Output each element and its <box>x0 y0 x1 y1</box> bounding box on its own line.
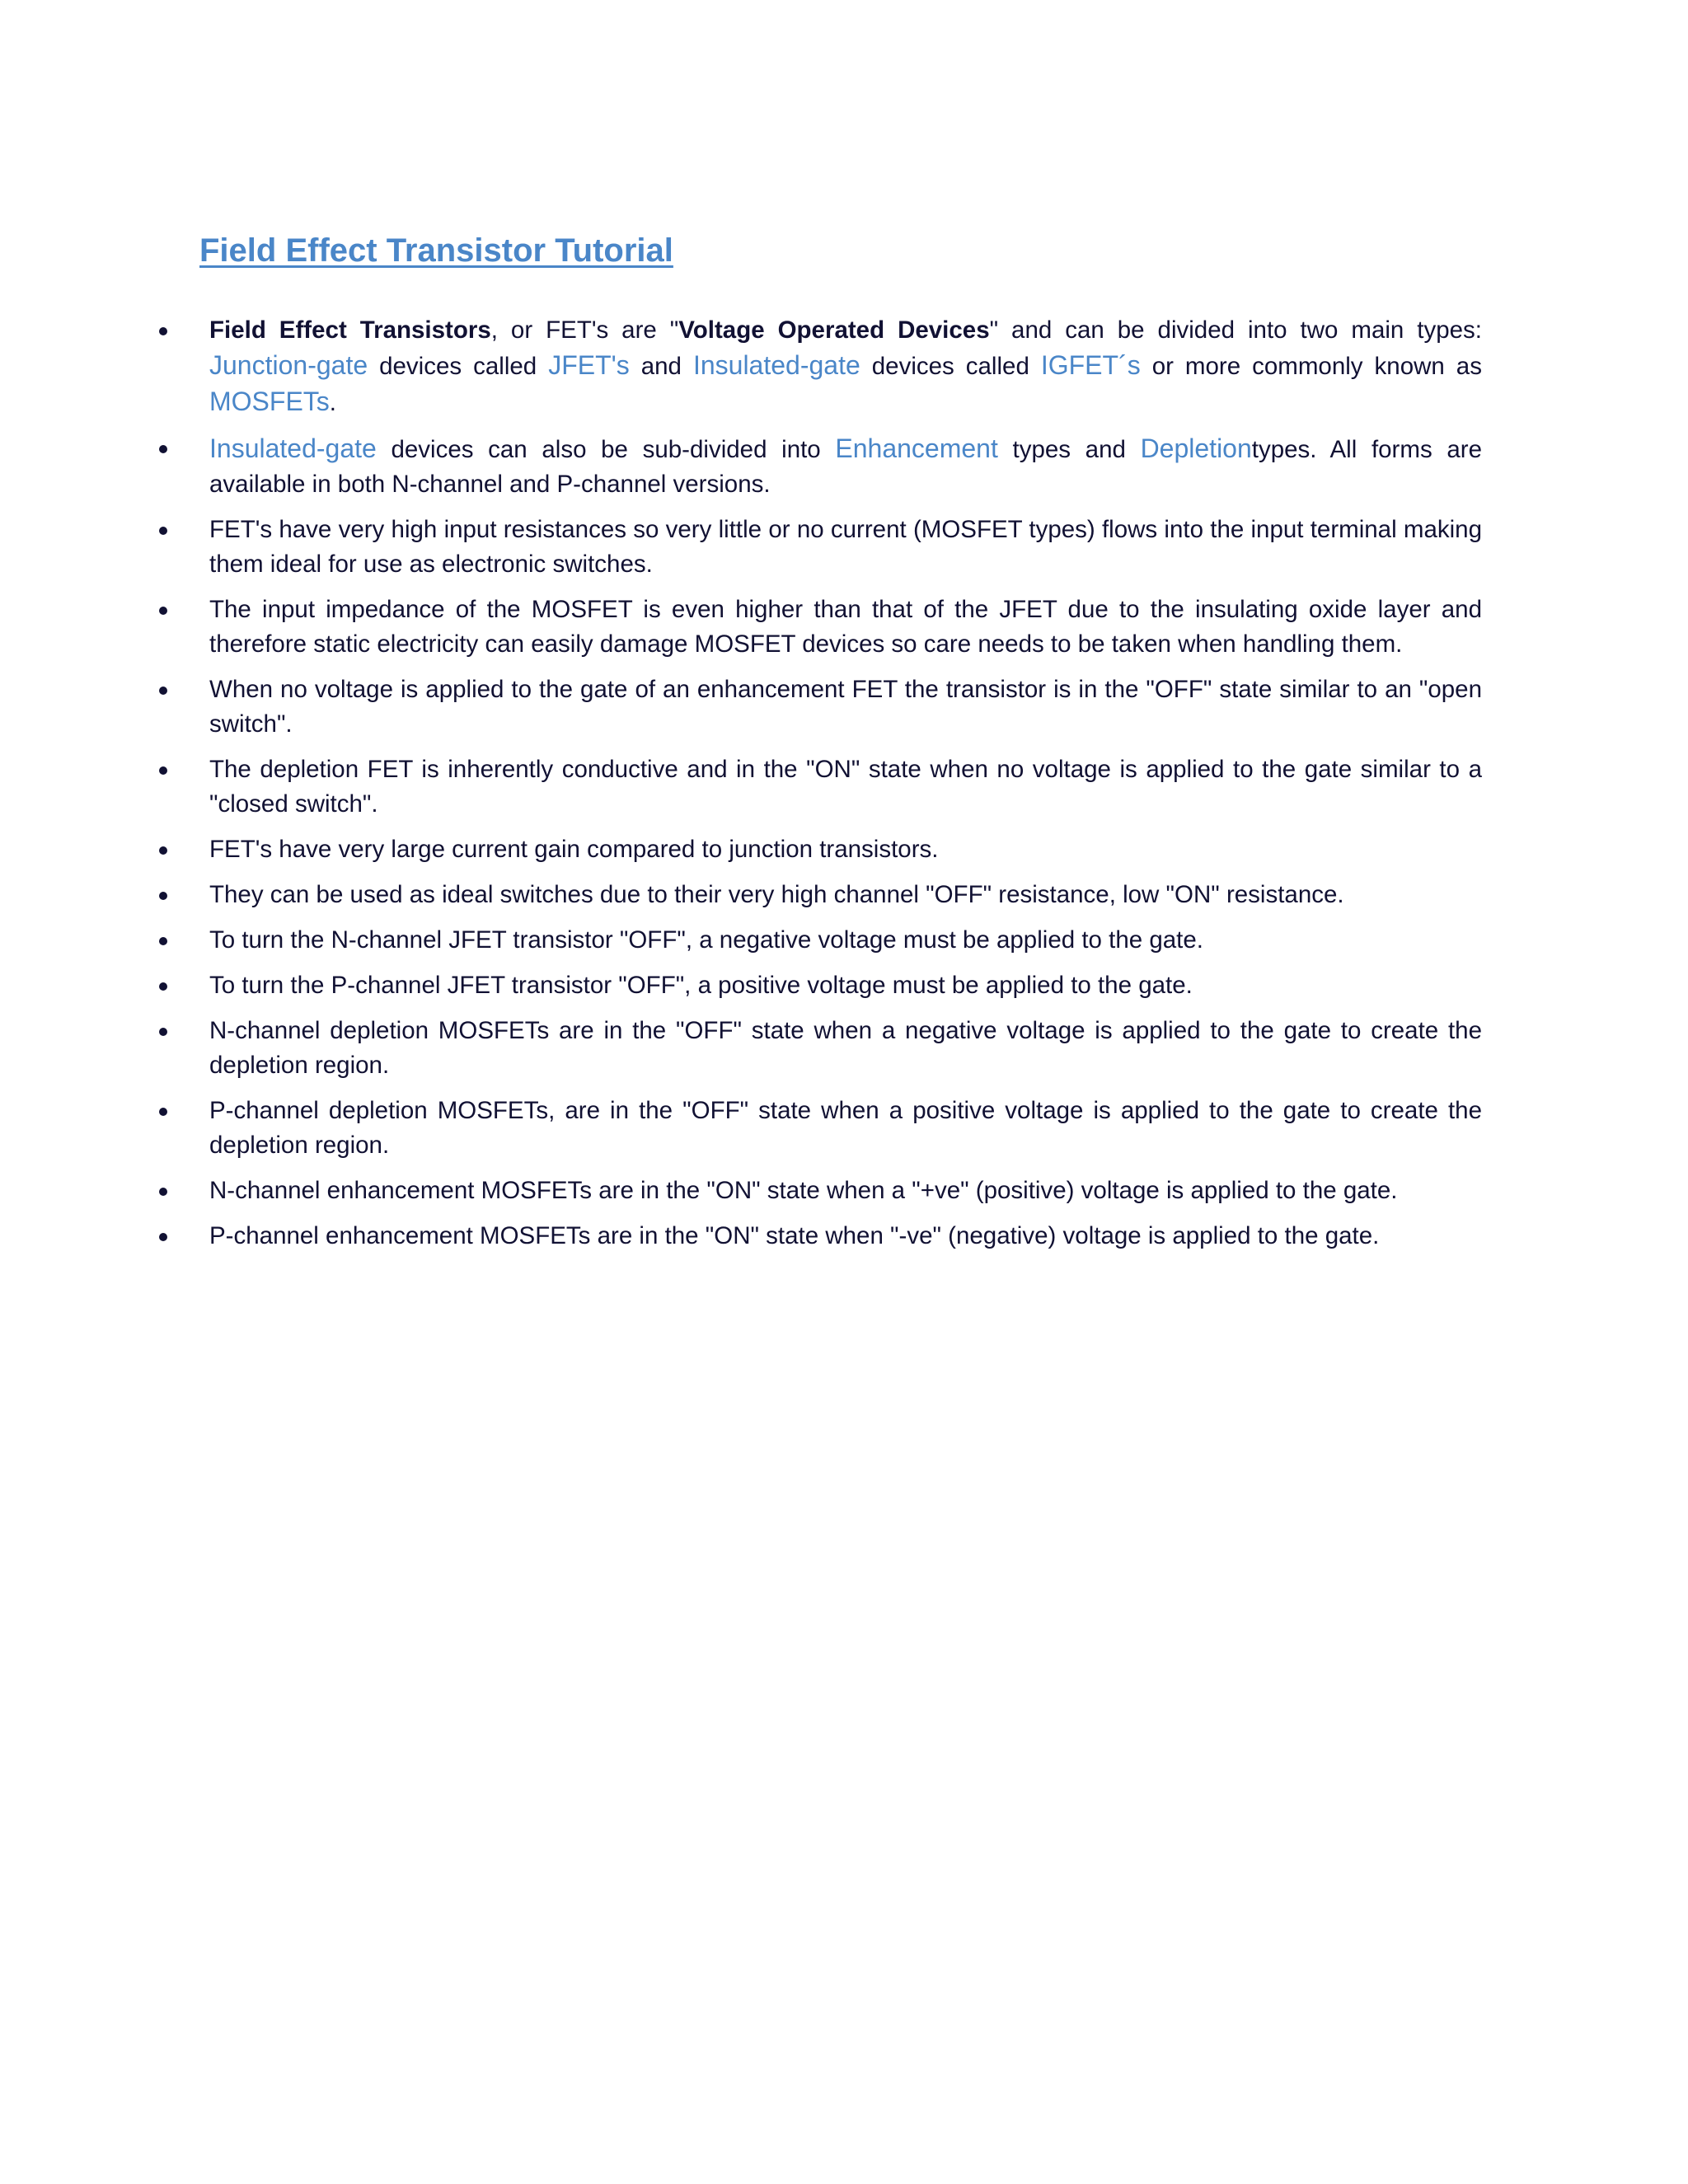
list-item-text: The input impedance of the MOSFET is even higher than that of the JFET due to the insulating oxide layer and therefore static electricity can easily damage MOSFET devices so care needs to be taken when handling them. <box>209 596 1482 658</box>
link-igfets[interactable]: IGFET´s <box>1040 350 1141 380</box>
page-title[interactable]: Field Effect Transistor Tutorial <box>199 232 673 269</box>
link-enhancement[interactable]: Enhancement <box>835 434 998 463</box>
bullet-dot-icon <box>159 527 167 535</box>
bullet-dot-icon <box>159 982 167 991</box>
body-text: or more commonly known as <box>1140 353 1482 380</box>
list-item-text: P-channel depletion MOSFETs, are in the "OFF" state when a positive voltage is applied to the gate to create the depletion region. <box>209 1097 1482 1159</box>
body-text: " and can be divided into two main types: <box>989 316 1482 344</box>
list-item <box>159 313 1482 420</box>
list-item <box>159 593 1482 662</box>
bullet-dot-icon <box>159 892 167 900</box>
bullet-dot-icon <box>159 937 167 945</box>
bullet-dot-icon <box>159 1233 167 1241</box>
bullet-dot-icon <box>159 607 167 615</box>
list-item <box>159 513 1482 582</box>
body-text: devices called <box>860 353 1041 380</box>
list-item <box>159 431 1482 502</box>
link-insulated-gate[interactable]: Insulated-gate <box>209 434 377 463</box>
bullet-dot-icon <box>159 687 167 695</box>
body-text: devices called <box>368 353 549 380</box>
list-item-text: N-channel depletion MOSFETs are in the "OFF" state when a negative voltage is applied to the gate to create the depletion region. <box>209 1017 1482 1079</box>
bullet-dot-icon <box>159 1188 167 1196</box>
list-item-text: P-channel enhancement MOSFETs are in the "ON" state when "-ve" (negative) voltage is applied to the gate. <box>209 1222 1380 1249</box>
list-item <box>159 752 1482 822</box>
body-text: types. All forms are available in both N-channel and P-channel versions. <box>209 436 1482 498</box>
list-item-text: To turn the N-channel JFET transistor "OFF", a negative voltage must be applied to the gate. <box>209 926 1203 954</box>
body-text: devices can also be sub-divided into <box>376 436 836 463</box>
list-item-text: They can be used as ideal switches due to their very high channel "OFF" resistance, low "ON" resistance. <box>209 881 1344 908</box>
bullet-dot-icon <box>159 766 167 775</box>
link-insulated-gate[interactable]: Insulated-gate <box>692 350 860 380</box>
body-text: and <box>629 353 693 380</box>
list-item <box>159 1014 1482 1083</box>
list-item-text: When no voltage is applied to the gate of an enhancement FET the transistor is in the "OFF" state similar to an "open switch". <box>209 676 1482 738</box>
list-item <box>159 1174 1482 1208</box>
link-jfets[interactable]: JFET's <box>548 350 630 380</box>
term-field-effect-transistors: Field Effect Transistors <box>209 316 491 344</box>
list-item <box>159 1094 1482 1163</box>
bullet-dot-icon <box>159 327 167 335</box>
body-text: types and <box>997 436 1141 463</box>
bullet-dot-icon <box>159 1028 167 1036</box>
link-depletion[interactable]: Depletion <box>1140 434 1252 463</box>
list-item-text: To turn the P-channel JFET transistor "OFF", a positive voltage must be applied to the gate. <box>209 972 1193 999</box>
list-item <box>159 832 1482 867</box>
body-text: . <box>329 389 336 416</box>
list-item-text: N-channel enhancement MOSFETs are in the "ON" state when a "+ve" (positive) voltage is applied to the gate. <box>209 1177 1398 1204</box>
body-text: , or FET's are " <box>490 316 679 344</box>
bullet-dot-icon <box>159 846 167 855</box>
list-item-text: The depletion FET is inherently conductive and in the "ON" state when no voltage is applied to the gate similar to a "closed switch". <box>209 756 1482 818</box>
list-item <box>159 968 1482 1003</box>
list-item <box>159 1219 1482 1254</box>
summary-list <box>159 313 1482 1264</box>
link-mosfets[interactable]: MOSFETs <box>209 387 330 416</box>
term-voltage-operated-devices: Voltage Operated Devices <box>678 316 990 344</box>
list-item <box>159 673 1482 742</box>
list-item <box>159 923 1482 958</box>
bullet-dot-icon <box>159 445 167 453</box>
list-item-text: FET's have very high input resistances so very little or no current (MOSFET types) flows into the input terminal making them ideal for use as electronic switches. <box>209 516 1482 578</box>
list-item <box>159 878 1482 912</box>
bullet-dot-icon <box>159 1108 167 1116</box>
list-item-text: FET's have very large current gain compared to junction transistors. <box>209 836 939 863</box>
link-junction-gate[interactable]: Junction-gate <box>209 350 368 380</box>
